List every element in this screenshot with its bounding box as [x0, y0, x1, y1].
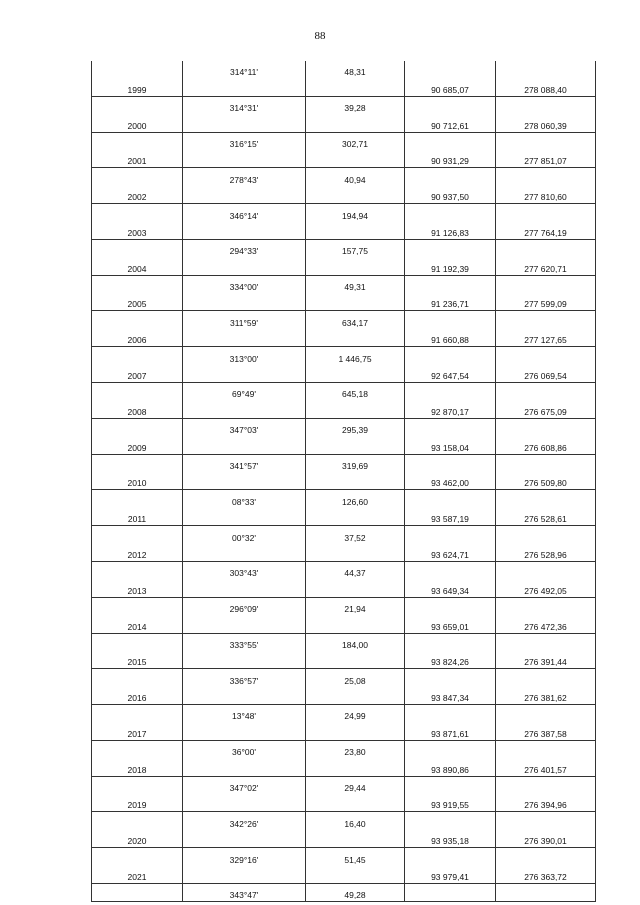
direction-angle-cell: 334°00'	[183, 275, 306, 293]
x-coordinate-cell: 93 919,55	[405, 794, 496, 812]
x-coordinate-cell: 90 712,61	[405, 114, 496, 132]
direction-angle-cell	[183, 365, 306, 383]
direction-angle-cell: 69°49'	[183, 383, 306, 401]
y-coordinate-cell: 276 391,44	[496, 651, 596, 669]
distance-cell	[306, 114, 405, 132]
x-coordinate-cell: 93 935,18	[405, 830, 496, 848]
point-row	[92, 651, 596, 669]
y-coordinate-cell	[496, 490, 596, 508]
point-number-cell: 2018	[92, 758, 183, 776]
x-coordinate-cell	[405, 740, 496, 758]
y-coordinate-cell: 277 764,19	[496, 222, 596, 240]
direction-angle-cell: 311°59'	[183, 311, 306, 329]
y-coordinate-cell	[496, 526, 596, 544]
direction-angle-cell	[183, 293, 306, 311]
coordinates-table-body	[92, 61, 596, 902]
y-coordinate-cell: 276 381,62	[496, 687, 596, 705]
segment-row	[92, 132, 596, 150]
point-number-cell: 2004	[92, 257, 183, 275]
point-row	[92, 472, 596, 490]
direction-angle-cell	[183, 579, 306, 597]
point-number-cell	[92, 633, 183, 651]
y-coordinate-cell	[496, 740, 596, 758]
x-coordinate-cell	[405, 597, 496, 615]
point-row	[92, 544, 596, 562]
distance-cell	[306, 866, 405, 884]
segment-row	[92, 490, 596, 508]
point-row	[92, 293, 596, 311]
point-number-cell: 2020	[92, 830, 183, 848]
x-coordinate-cell	[405, 383, 496, 401]
point-number-cell: 2001	[92, 150, 183, 168]
point-number-cell: 2007	[92, 365, 183, 383]
y-coordinate-cell	[496, 418, 596, 436]
segment-row	[92, 776, 596, 794]
point-number-cell: 2017	[92, 722, 183, 740]
point-row	[92, 329, 596, 347]
distance-cell	[306, 436, 405, 454]
direction-angle-cell: 333°55'	[183, 633, 306, 651]
y-coordinate-cell	[496, 705, 596, 723]
segment-row	[92, 204, 596, 222]
x-coordinate-cell: 93 158,04	[405, 436, 496, 454]
y-coordinate-cell: 276 069,54	[496, 365, 596, 383]
y-coordinate-cell: 276 608,86	[496, 436, 596, 454]
y-coordinate-cell: 276 492,05	[496, 579, 596, 597]
point-number-cell	[92, 204, 183, 222]
y-coordinate-cell	[496, 633, 596, 651]
point-row	[92, 78, 596, 96]
point-number-cell	[92, 418, 183, 436]
point-number-cell: 2021	[92, 866, 183, 884]
distance-cell: 40,94	[306, 168, 405, 186]
point-number-cell	[92, 705, 183, 723]
y-coordinate-cell	[496, 669, 596, 687]
distance-cell: 29,44	[306, 776, 405, 794]
y-coordinate-cell: 277 810,60	[496, 186, 596, 204]
x-coordinate-cell	[405, 168, 496, 186]
point-number-cell: 2013	[92, 579, 183, 597]
point-row	[92, 687, 596, 705]
direction-angle-cell: 343°47'	[183, 883, 306, 901]
segment-row	[92, 454, 596, 472]
point-number-cell	[92, 883, 183, 901]
direction-angle-cell: 314°31'	[183, 96, 306, 114]
direction-angle-cell: 00°32'	[183, 526, 306, 544]
point-number-cell	[92, 347, 183, 365]
point-number-cell: 2003	[92, 222, 183, 240]
direction-angle-cell: 346°14'	[183, 204, 306, 222]
y-coordinate-cell	[496, 311, 596, 329]
x-coordinate-cell: 91 236,71	[405, 293, 496, 311]
point-row	[92, 257, 596, 275]
direction-angle-cell: 13°48'	[183, 705, 306, 723]
distance-cell: 157,75	[306, 239, 405, 257]
y-coordinate-cell: 276 472,36	[496, 615, 596, 633]
distance-cell: 295,39	[306, 418, 405, 436]
point-number-cell: 2010	[92, 472, 183, 490]
distance-cell: 634,17	[306, 311, 405, 329]
distance-cell	[306, 830, 405, 848]
coordinates-table	[91, 61, 596, 902]
x-coordinate-cell	[405, 561, 496, 579]
x-coordinate-cell: 93 624,71	[405, 544, 496, 562]
distance-cell: 184,00	[306, 633, 405, 651]
y-coordinate-cell: 276 363,72	[496, 866, 596, 884]
point-number-cell	[92, 311, 183, 329]
y-coordinate-cell: 276 675,09	[496, 400, 596, 418]
distance-cell	[306, 365, 405, 383]
x-coordinate-cell	[405, 776, 496, 794]
x-coordinate-cell: 91 192,39	[405, 257, 496, 275]
y-coordinate-cell: 277 620,71	[496, 257, 596, 275]
direction-angle-cell: 336°57'	[183, 669, 306, 687]
y-coordinate-cell	[496, 61, 596, 78]
x-coordinate-cell	[405, 347, 496, 365]
distance-cell: 1 446,75	[306, 347, 405, 365]
y-coordinate-cell	[496, 812, 596, 830]
point-number-cell	[92, 597, 183, 615]
distance-cell	[306, 329, 405, 347]
distance-cell: 24,99	[306, 705, 405, 723]
point-row	[92, 866, 596, 884]
point-number-cell: 2006	[92, 329, 183, 347]
segment-row	[92, 383, 596, 401]
x-coordinate-cell: 91 126,83	[405, 222, 496, 240]
y-coordinate-cell: 276 394,96	[496, 794, 596, 812]
direction-angle-cell	[183, 866, 306, 884]
point-row	[92, 830, 596, 848]
x-coordinate-cell: 90 931,29	[405, 150, 496, 168]
segment-row	[92, 418, 596, 436]
direction-angle-cell	[183, 150, 306, 168]
distance-cell: 48,31	[306, 61, 405, 78]
x-coordinate-cell: 90 685,07	[405, 78, 496, 96]
point-number-cell: 2002	[92, 186, 183, 204]
x-coordinate-cell	[405, 633, 496, 651]
x-coordinate-cell: 93 979,41	[405, 866, 496, 884]
direction-angle-cell: 08°33'	[183, 490, 306, 508]
x-coordinate-cell	[405, 490, 496, 508]
direction-angle-cell	[183, 400, 306, 418]
x-coordinate-cell	[405, 418, 496, 436]
segment-row	[92, 848, 596, 866]
y-coordinate-cell	[496, 776, 596, 794]
segment-row	[92, 740, 596, 758]
x-coordinate-cell	[405, 705, 496, 723]
direction-angle-cell: 329°16'	[183, 848, 306, 866]
point-row	[92, 114, 596, 132]
point-number-cell: 2008	[92, 400, 183, 418]
segment-row	[92, 61, 596, 78]
distance-cell: 645,18	[306, 383, 405, 401]
segment-row	[92, 526, 596, 544]
distance-cell	[306, 758, 405, 776]
point-row	[92, 758, 596, 776]
point-number-cell: 2012	[92, 544, 183, 562]
x-coordinate-cell	[405, 275, 496, 293]
distance-cell	[306, 150, 405, 168]
x-coordinate-cell	[405, 96, 496, 114]
point-number-cell	[92, 669, 183, 687]
point-number-cell	[92, 168, 183, 186]
distance-cell	[306, 472, 405, 490]
distance-cell	[306, 794, 405, 812]
point-number-cell: 2019	[92, 794, 183, 812]
x-coordinate-cell: 93 587,19	[405, 508, 496, 526]
direction-angle-cell: 303°43'	[183, 561, 306, 579]
distance-cell: 37,52	[306, 526, 405, 544]
direction-angle-cell	[183, 257, 306, 275]
y-coordinate-cell	[496, 132, 596, 150]
point-number-cell: 2000	[92, 114, 183, 132]
direction-angle-cell	[183, 436, 306, 454]
point-row	[92, 222, 596, 240]
x-coordinate-cell	[405, 526, 496, 544]
y-coordinate-cell	[496, 96, 596, 114]
x-coordinate-cell	[405, 61, 496, 78]
direction-angle-cell	[183, 329, 306, 347]
point-row	[92, 150, 596, 168]
y-coordinate-cell	[496, 383, 596, 401]
x-coordinate-cell	[405, 812, 496, 830]
y-coordinate-cell	[496, 848, 596, 866]
segment-row	[92, 705, 596, 723]
direction-angle-cell	[183, 78, 306, 96]
segment-row	[92, 883, 596, 901]
point-number-cell	[92, 239, 183, 257]
direction-angle-cell	[183, 722, 306, 740]
direction-angle-cell	[183, 830, 306, 848]
distance-cell	[306, 186, 405, 204]
point-number-cell	[92, 132, 183, 150]
distance-cell: 44,37	[306, 561, 405, 579]
distance-cell: 49,31	[306, 275, 405, 293]
y-coordinate-cell	[496, 561, 596, 579]
direction-angle-cell: 294°33'	[183, 239, 306, 257]
point-number-cell: 2011	[92, 508, 183, 526]
point-number-cell	[92, 812, 183, 830]
x-coordinate-cell	[405, 204, 496, 222]
direction-angle-cell	[183, 615, 306, 633]
y-coordinate-cell	[496, 597, 596, 615]
distance-cell	[306, 257, 405, 275]
direction-angle-cell: 36°00'	[183, 740, 306, 758]
point-number-cell: 2005	[92, 293, 183, 311]
point-row	[92, 794, 596, 812]
distance-cell: 194,94	[306, 204, 405, 222]
x-coordinate-cell: 91 660,88	[405, 329, 496, 347]
y-coordinate-cell: 276 387,58	[496, 722, 596, 740]
x-coordinate-cell: 90 937,50	[405, 186, 496, 204]
direction-angle-cell	[183, 186, 306, 204]
y-coordinate-cell: 276 528,61	[496, 508, 596, 526]
segment-row	[92, 633, 596, 651]
point-row	[92, 365, 596, 383]
point-number-cell	[92, 740, 183, 758]
point-number-cell	[92, 275, 183, 293]
direction-angle-cell	[183, 651, 306, 669]
point-number-cell: 2014	[92, 615, 183, 633]
direction-angle-cell	[183, 544, 306, 562]
x-coordinate-cell: 92 647,54	[405, 365, 496, 383]
x-coordinate-cell	[405, 311, 496, 329]
distance-cell	[306, 687, 405, 705]
point-number-cell: 1999	[92, 78, 183, 96]
point-number-cell: 2016	[92, 687, 183, 705]
direction-angle-cell: 316°15'	[183, 132, 306, 150]
distance-cell: 23,80	[306, 740, 405, 758]
y-coordinate-cell	[496, 883, 596, 901]
y-coordinate-cell	[496, 347, 596, 365]
x-coordinate-cell: 93 847,34	[405, 687, 496, 705]
point-number-cell	[92, 526, 183, 544]
segment-row	[92, 168, 596, 186]
y-coordinate-cell	[496, 454, 596, 472]
segment-row	[92, 347, 596, 365]
distance-cell: 16,40	[306, 812, 405, 830]
point-number-cell	[92, 383, 183, 401]
segment-row	[92, 669, 596, 687]
distance-cell	[306, 78, 405, 96]
distance-cell	[306, 579, 405, 597]
direction-angle-cell: 296°09'	[183, 597, 306, 615]
y-coordinate-cell	[496, 275, 596, 293]
point-number-cell: 2009	[92, 436, 183, 454]
point-row	[92, 615, 596, 633]
point-row	[92, 400, 596, 418]
x-coordinate-cell	[405, 454, 496, 472]
distance-cell	[306, 544, 405, 562]
y-coordinate-cell: 277 127,65	[496, 329, 596, 347]
point-number-cell	[92, 848, 183, 866]
x-coordinate-cell: 93 890,86	[405, 758, 496, 776]
point-row	[92, 186, 596, 204]
y-coordinate-cell	[496, 204, 596, 222]
y-coordinate-cell	[496, 239, 596, 257]
direction-angle-cell	[183, 687, 306, 705]
x-coordinate-cell	[405, 848, 496, 866]
distance-cell: 126,60	[306, 490, 405, 508]
y-coordinate-cell: 276 528,96	[496, 544, 596, 562]
point-number-cell	[92, 454, 183, 472]
segment-row	[92, 239, 596, 257]
x-coordinate-cell	[405, 883, 496, 901]
point-number-cell	[92, 61, 183, 78]
direction-angle-cell	[183, 222, 306, 240]
point-row	[92, 722, 596, 740]
point-row	[92, 436, 596, 454]
segment-row	[92, 275, 596, 293]
direction-angle-cell	[183, 758, 306, 776]
distance-cell	[306, 400, 405, 418]
x-coordinate-cell: 93 462,00	[405, 472, 496, 490]
x-coordinate-cell	[405, 669, 496, 687]
x-coordinate-cell: 93 824,26	[405, 651, 496, 669]
distance-cell	[306, 508, 405, 526]
y-coordinate-cell: 277 851,07	[496, 150, 596, 168]
x-coordinate-cell	[405, 239, 496, 257]
segment-row	[92, 561, 596, 579]
direction-angle-cell	[183, 508, 306, 526]
direction-angle-cell: 341°57'	[183, 454, 306, 472]
distance-cell: 21,94	[306, 597, 405, 615]
direction-angle-cell: 313°00'	[183, 347, 306, 365]
distance-cell	[306, 615, 405, 633]
segment-row	[92, 812, 596, 830]
point-row	[92, 579, 596, 597]
segment-row	[92, 311, 596, 329]
page-number: 88	[314, 30, 326, 42]
distance-cell	[306, 651, 405, 669]
point-number-cell: 2015	[92, 651, 183, 669]
distance-cell	[306, 293, 405, 311]
segment-row	[92, 96, 596, 114]
x-coordinate-cell: 93 871,61	[405, 722, 496, 740]
distance-cell	[306, 722, 405, 740]
y-coordinate-cell: 276 390,01	[496, 830, 596, 848]
y-coordinate-cell	[496, 168, 596, 186]
y-coordinate-cell: 276 401,57	[496, 758, 596, 776]
point-number-cell	[92, 490, 183, 508]
direction-angle-cell	[183, 794, 306, 812]
direction-angle-cell	[183, 472, 306, 490]
segment-row	[92, 597, 596, 615]
y-coordinate-cell: 278 088,40	[496, 78, 596, 96]
direction-angle-cell: 342°26'	[183, 812, 306, 830]
distance-cell: 25,08	[306, 669, 405, 687]
x-coordinate-cell: 93 649,34	[405, 579, 496, 597]
x-coordinate-cell: 92 870,17	[405, 400, 496, 418]
distance-cell: 302,71	[306, 132, 405, 150]
y-coordinate-cell: 277 599,09	[496, 293, 596, 311]
distance-cell: 319,69	[306, 454, 405, 472]
direction-angle-cell: 278°43'	[183, 168, 306, 186]
point-number-cell	[92, 561, 183, 579]
direction-angle-cell	[183, 114, 306, 132]
direction-angle-cell: 347°02'	[183, 776, 306, 794]
distance-cell	[306, 222, 405, 240]
point-number-cell	[92, 776, 183, 794]
x-coordinate-cell: 93 659,01	[405, 615, 496, 633]
point-row	[92, 508, 596, 526]
direction-angle-cell: 314°11'	[183, 61, 306, 78]
x-coordinate-cell	[405, 132, 496, 150]
distance-cell: 39,28	[306, 96, 405, 114]
direction-angle-cell: 347°03'	[183, 418, 306, 436]
point-number-cell	[92, 96, 183, 114]
distance-cell: 49,28	[306, 883, 405, 901]
y-coordinate-cell: 278 060,39	[496, 114, 596, 132]
y-coordinate-cell: 276 509,80	[496, 472, 596, 490]
distance-cell: 51,45	[306, 848, 405, 866]
